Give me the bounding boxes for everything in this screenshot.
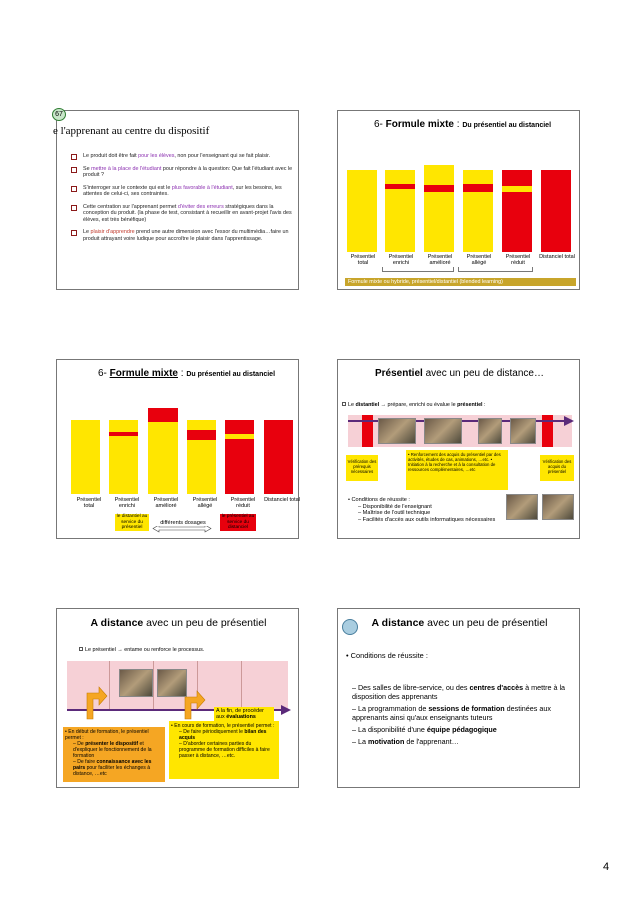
bar-presentiel-allege bbox=[463, 170, 493, 252]
bar-distanciel-total bbox=[541, 170, 571, 252]
classroom-photo bbox=[510, 418, 536, 444]
slide-title: A distance avec un peu de présentiel bbox=[371, 617, 548, 629]
during-box bbox=[169, 721, 279, 779]
computer-room-photo bbox=[542, 494, 574, 520]
during-box-item: – D'aborder certaines parties du programme de formation difficiles à faire passer à distance, …etc. bbox=[179, 741, 270, 759]
verification-box: Vérification des acquis du présentiel bbox=[540, 455, 574, 481]
bar-label: Présentiel total bbox=[76, 497, 102, 510]
conditions-block bbox=[348, 497, 508, 523]
bullet-item: Le plaisir d'apprendre prend une autre dimension avec l'essor du multimédia…faire un produit attrayant voire ludique pour accroître le plaisir dans l'apprentissage. bbox=[71, 229, 299, 242]
slide-title: 6- Formule mixte : Du présentiel au distanciel bbox=[373, 119, 552, 130]
bar-presentiel-allege bbox=[187, 420, 216, 494]
classroom-photo bbox=[119, 669, 153, 697]
condition-item: – La programmation de sessions de formation destinées aux apprenants ainsi qu'aux enseignants tuteurs bbox=[352, 704, 551, 722]
intro-line: Le présentiel → entame ou renforce le processus. bbox=[79, 647, 289, 653]
presentiel-service-box: le présentiel au service du distanciel bbox=[221, 514, 255, 531]
bar-presentiel-ameliore bbox=[148, 408, 178, 494]
bar-presentiel-enrichi bbox=[109, 420, 138, 494]
condition-item: – La disponibilité d'une équipe pédagogique bbox=[352, 725, 497, 734]
bar-label: Présentiel allégé bbox=[466, 254, 492, 267]
distantiel-service-box: le distantiel au service du présentiel bbox=[116, 514, 148, 531]
intro-line: Le distantiel → prépare, enrichi ou évalue le présentiel : bbox=[342, 402, 578, 408]
timeline-divider bbox=[241, 661, 242, 709]
slide-title: 6- Formule mixte : Du présentiel au distanciel bbox=[97, 368, 276, 379]
timeline-arrowhead bbox=[281, 705, 291, 715]
slide-title: e l'apprenant au centre du dispositif bbox=[53, 125, 210, 137]
bar-presentiel-reduit bbox=[502, 170, 532, 252]
classroom-photo bbox=[478, 418, 502, 444]
bullet-item: Cette centration sur l'apprenant permet d'éviter des erreurs stratégiques dans la conception du produit. (la phase de test, consistant à recueillir en avant-projet l'avis des élèves, est très bénéfique) bbox=[71, 204, 299, 224]
start-box bbox=[63, 727, 165, 782]
slide-presentiel-distance bbox=[337, 359, 580, 539]
bar-presentiel-total bbox=[347, 170, 377, 252]
start-box-item: – De présenter le dispositif et d'expliquer le fonctionnement de la formation bbox=[73, 741, 152, 759]
during-box-title: • En cours de formation, le présentiel permet : bbox=[171, 723, 275, 729]
bars-area bbox=[71, 408, 295, 494]
page-number: 4 bbox=[603, 861, 610, 873]
bar-presentiel-ameliore bbox=[424, 165, 454, 252]
bullet-list bbox=[71, 153, 299, 248]
condition-item: – La motivation de l'apprenant… bbox=[352, 737, 459, 746]
bar-presentiel-enrichi bbox=[385, 170, 415, 252]
classroom-photo bbox=[424, 418, 462, 444]
classroom-photo bbox=[378, 418, 416, 444]
conditions-title: • Conditions de réussite : bbox=[346, 651, 428, 660]
reinforcement-box: • Renforcement des acquis du présentiel par des activités, études de cas, animations, …etc. • Initiation à la recherche et à la consultation de ressources complémentaires, …etc bbox=[406, 450, 508, 490]
dosage-label: différents dosages bbox=[154, 520, 212, 526]
bar-label: Présentiel allégé bbox=[192, 497, 218, 510]
slide-formule-mixte-1 bbox=[337, 110, 580, 290]
bar-label: Distanciel total bbox=[264, 497, 300, 503]
slide-number-badge: 67 bbox=[52, 108, 66, 121]
bullet-item: Se mettre à la place de l'étudiant pour répondre à la question: Que fait l'étudiant avec le produit ? bbox=[71, 166, 299, 179]
conditions-list bbox=[352, 683, 577, 749]
brace-bracket bbox=[458, 267, 533, 272]
condition-item: – Maîtrise de l'outil technique bbox=[358, 510, 431, 516]
bar-label: Présentiel amélioré bbox=[427, 254, 453, 267]
start-box-title: • En début de formation, le présentiel permet : bbox=[65, 729, 149, 741]
slide-title: Présentiel avec un peu de distance… bbox=[374, 368, 544, 379]
bent-arrow-middle bbox=[181, 687, 205, 719]
bar-label: Présentiel total bbox=[350, 254, 376, 267]
slide-distance-presentiel-2 bbox=[337, 608, 580, 788]
brace-bracket bbox=[382, 267, 454, 272]
slide-formule-mixte-2 bbox=[56, 359, 299, 539]
evaluation-box: A la fin, de procéder aux évaluations bbox=[214, 707, 274, 722]
bullet-item: Le produit doit être fait pour les élèves, non pour l'enseignant qui se fait plaisir. bbox=[71, 153, 299, 160]
slide-distance-presentiel-1 bbox=[56, 608, 299, 788]
bar-presentiel-total bbox=[71, 420, 100, 494]
slide-title: A distance avec un peu de présentiel bbox=[90, 617, 267, 629]
bar-label: Présentiel réduit bbox=[230, 497, 256, 510]
bar-distanciel-total bbox=[264, 420, 293, 494]
timeline-divider bbox=[109, 661, 110, 709]
bar-label: Présentiel enrichi bbox=[388, 254, 414, 267]
bar-label: Présentiel réduit bbox=[505, 254, 531, 267]
condition-item: – Des salles de libre-service, ou des centres d'accès à mettre à la disposition des apprenants bbox=[352, 683, 566, 701]
conditions-title: • Conditions de réussite : bbox=[348, 497, 410, 503]
start-box-item: – De faire connaissance avec les pairs pour faciliter les échanges à distance, …etc bbox=[73, 759, 152, 777]
computer-room-photo bbox=[506, 494, 538, 520]
bar-label: Distanciel total bbox=[539, 254, 575, 260]
bent-arrow-start bbox=[83, 683, 107, 719]
timeline-arrowhead bbox=[564, 416, 574, 426]
bar-label: Présentiel enrichi bbox=[114, 497, 140, 510]
timeline-divider bbox=[153, 661, 154, 709]
bar-presentiel-reduit bbox=[225, 420, 254, 494]
during-box-item: – De faire périodiquement le bilan des acquis bbox=[179, 729, 267, 741]
condition-item: – Disponibilité de l'enseignant bbox=[358, 503, 432, 510]
slide-learner-centered bbox=[53, 110, 299, 290]
footer-band: Formule mixte ou hybride, présentiel/distantiel (blended learning) bbox=[345, 278, 576, 286]
bars-area bbox=[345, 165, 576, 252]
bullet-item: S'interroger sur le contexte qui est le plus favorable à l'étudiant, sur les besoins, les attentes de celui-ci, ses contraintes. bbox=[71, 185, 299, 198]
condition-item: – Facilités d'accès aux outils informatiques nécessaires bbox=[358, 516, 496, 523]
bar-label: Présentiel amélioré bbox=[153, 497, 179, 510]
prerequisites-box: Vérification des prérequis nécessaires bbox=[346, 455, 378, 481]
